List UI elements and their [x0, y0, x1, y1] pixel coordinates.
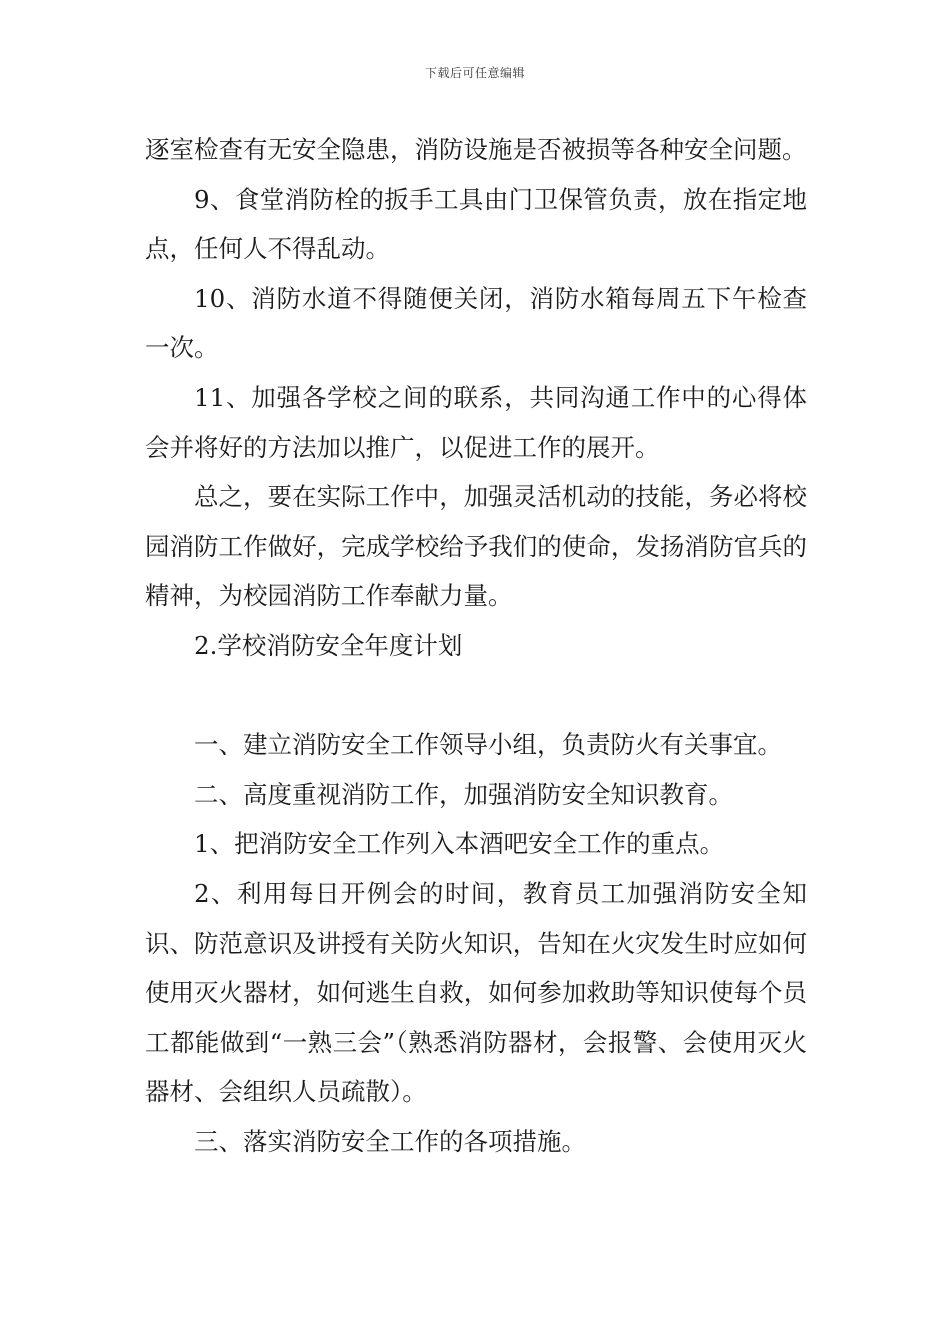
paragraph-item-11: 11、加强各学校之间的联系，共同沟通工作中的心得体会并将好的方法加以推广，以促进工作的展开。	[145, 382, 807, 462]
blank-line	[145, 671, 807, 721]
paragraph-summary: 总之，要在实际工作中，加强灵活机动的技能，务必将校园消防工作做好，完成学校给予我们的使命，发扬消防官兵的精神，为校园消防工作奉献力量。	[145, 482, 807, 611]
paragraph-part-1: 一、建立消防安全工作领导小组，负责防火有关事宜。	[194, 730, 782, 760]
paragraph-item-10: 10、消防水道不得随便关闭，消防水箱每周五下午检查一次。	[145, 283, 807, 363]
page-header-note: 下载后可任意编辑	[424, 66, 525, 80]
paragraph-part-3: 三、落实消防安全工作的各项措施。	[194, 1126, 586, 1156]
document-body	[145, 125, 807, 1166]
paragraph-sub-item-2: 2、利用每日开例会的时间，教育员工加强消防安全知识、防范意识及讲授有关防火知识，告知在火灾发生时应如何使用灭火器材，如何逃生自救，如何参加救助等知识使每个员工都能做到“一熟三会”（熟悉消防器材，会报警、会使用灭火器材、会组织人员疏散）。	[145, 878, 807, 1107]
paragraph-item-9: 9、食堂消防栓的扳手工具由门卫保管负责，放在指定地点，任何人不得乱动。	[145, 184, 807, 264]
paragraph-part-2: 二、高度重视消防工作，加强消防安全知识教育。	[194, 779, 733, 809]
section-heading: 2.学校消防安全年度计划	[194, 630, 463, 660]
paragraph-continuation: 逐室检查有无安全隐患，消防设施是否被损等各种安全问题。	[145, 135, 807, 164]
paragraph-sub-item-1: 1、把消防安全工作列入本酒吧安全工作的重点。	[194, 829, 725, 859]
